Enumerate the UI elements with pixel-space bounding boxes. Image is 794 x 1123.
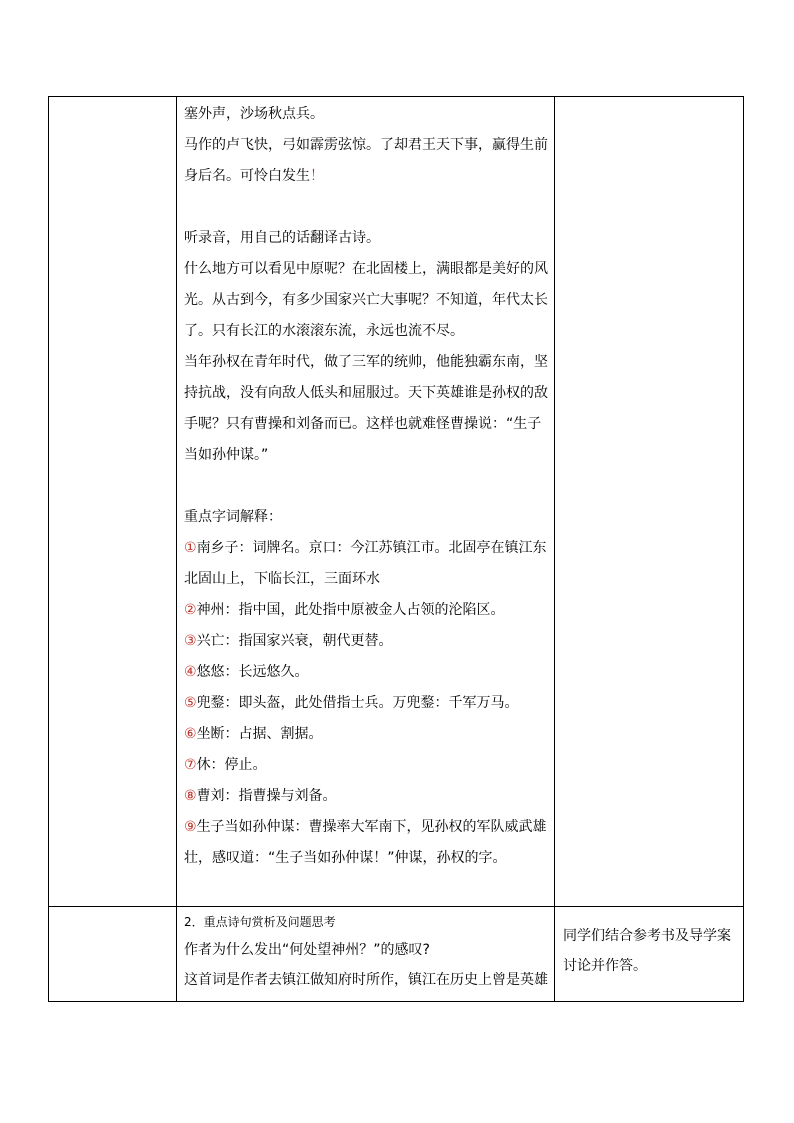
table-row bbox=[49, 907, 744, 1002]
section-heading: 2．重点诗句赏析及问题思考 bbox=[184, 915, 336, 929]
translation-line: 什么地方可以看见中原呢？在北固楼上，满眼都是美好的风 bbox=[184, 261, 548, 277]
glossary-item-cont: 壮，感叹道：“生子当如孙仲谋！”仲谋，孙权的字。 bbox=[184, 850, 507, 866]
activity-line: 同学们结合参考书及导学案 bbox=[563, 928, 731, 944]
glossary-item: ③兴亡：指国家兴衰，朝代更替。 bbox=[184, 633, 393, 649]
content-cell bbox=[177, 907, 555, 1002]
empty-cell bbox=[49, 97, 177, 907]
glossary-item: ⑧曹刘：指曹操与刘备。 bbox=[184, 788, 337, 804]
glossary-item: ①南乡子：词牌名。京口：今江苏镇江市。北固亭在镇江东 bbox=[184, 540, 547, 556]
lesson-table bbox=[48, 96, 744, 1002]
translation-line: 当如孙仲谋。” bbox=[184, 447, 269, 463]
question-text: 作者为什么发出“何处望神州？”的感叹? bbox=[184, 942, 430, 958]
translation-line: 当年孙权在青年时代，做了三军的统帅，他能独霸东南，坚 bbox=[184, 354, 548, 370]
glossary-item: ④悠悠：长远悠久。 bbox=[184, 664, 309, 680]
translation-line: 持抗战，没有向敌人低头和屈服过。天下英雄谁是孙权的敌 bbox=[184, 385, 548, 401]
glossary-item: ②神州：指中国，此处指中原被金人占领的沦陷区。 bbox=[184, 602, 505, 618]
content-cell bbox=[177, 97, 555, 907]
translation-line: 手呢？只有曹操和刘备而已。这样也就难怪曹操说：“生子 bbox=[184, 416, 542, 432]
translation-line: 光。从古到今，有多少国家兴亡大事呢？不知道，年代太长 bbox=[184, 292, 548, 308]
activity-line: 讨论并作答。 bbox=[563, 958, 647, 974]
glossary-item: ⑥坐断：占据、割据。 bbox=[184, 726, 323, 742]
glossary-item: ⑤兜鍪：即头盔，此处借指士兵。万兜鍪：千军万马。 bbox=[184, 695, 519, 711]
translation-intro: 听录音，用自己的话翻译古诗。 bbox=[184, 230, 380, 246]
poem-line: 身后名。可怜白发生！ bbox=[184, 168, 324, 184]
glossary-item: ⑨生子当如孙仲谋：曹操率大军南下，见孙权的军队威武雄 bbox=[184, 819, 547, 835]
glossary-item-cont: 北固山上，下临长江，三面环水 bbox=[184, 571, 380, 587]
glossary-item: ⑦休：停止。 bbox=[184, 757, 267, 773]
poem-line: 马作的卢飞快，弓如霹雳弦惊。了却君王天下事，赢得生前 bbox=[184, 137, 548, 153]
answer-text: 这首词是作者去镇江做知府时所作，镇江在历史上曾是英雄 bbox=[184, 972, 548, 988]
poem-line: 塞外声，沙场秋点兵。 bbox=[184, 106, 324, 122]
activity-cell bbox=[555, 907, 744, 1002]
translation-line: 了。只有长江的水滚滚东流，永远也流不尽。 bbox=[184, 323, 464, 339]
table-row bbox=[49, 97, 744, 907]
empty-cell bbox=[49, 907, 177, 1002]
glossary-title: 重点字词解释： bbox=[184, 509, 282, 525]
empty-cell bbox=[555, 97, 744, 907]
